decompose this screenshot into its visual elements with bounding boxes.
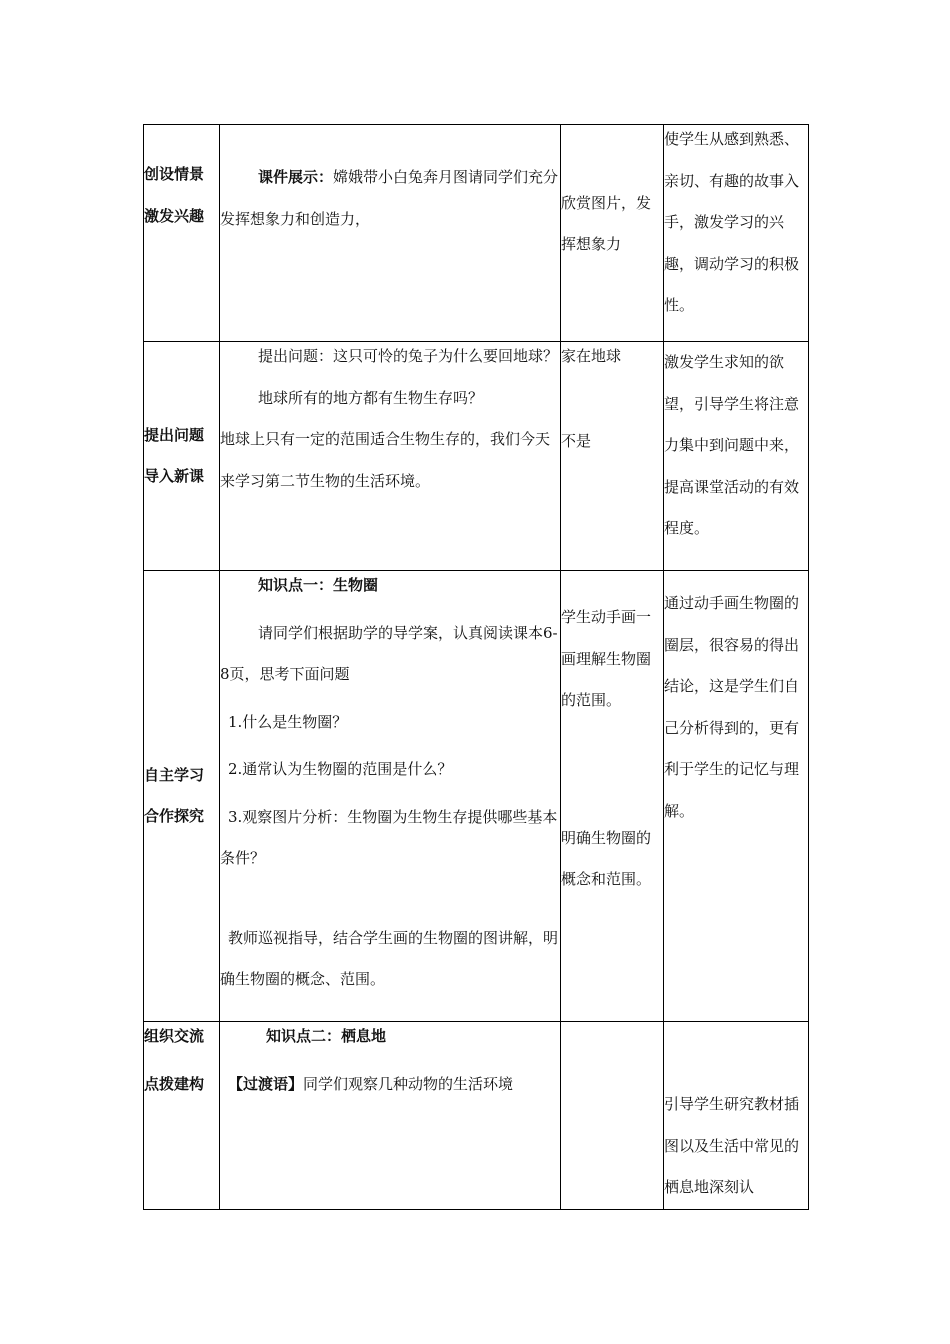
stage-cell <box>144 571 220 1022</box>
student-activity-cell <box>561 1022 664 1210</box>
stage-cell <box>144 1022 220 1210</box>
knowledge-point-heading: 知识点一：生物圈 <box>258 576 379 594</box>
table-row <box>144 571 809 1022</box>
student-text: 明确生物圈的概念和范围。 <box>561 828 652 888</box>
transition-label: 【过渡语】 <box>228 1074 304 1093</box>
design-intent-cell <box>664 342 809 571</box>
stage-line: 激发兴趣 <box>144 206 205 225</box>
stage-line: 点拨建构 <box>144 1074 205 1093</box>
student-text: 不是 <box>561 431 592 450</box>
intent-text: 引导学生研究教材插图以及生活中常见的栖息地深刻认 <box>664 1095 800 1196</box>
knowledge-point-heading: 知识点二：栖息地 <box>266 1027 387 1045</box>
transition-text: 同学们观察几种动物的生活环境 <box>303 1074 514 1093</box>
intent-text: 使学生从感到熟悉、亲切、有趣的故事入手，激发学习的兴趣，调动学习的积极性。 <box>664 130 800 314</box>
teacher-text: 嫦娥带小白兔奔月图请同学们充分发挥想象力和创造力， <box>220 168 559 228</box>
stage-line: 提出问题 <box>144 425 205 444</box>
lesson-plan-table <box>143 124 809 1210</box>
design-intent-cell <box>664 125 809 342</box>
stage-line: 合作探究 <box>144 807 205 825</box>
teacher-paragraph: 教师巡视指导，结合学生画的生物圈的图讲解，明确生物圈的概念、范围。 <box>220 928 559 988</box>
intent-text: 通过动手画生物圈的圈层，很容易的得出结论，这是学生们自己分析得到的，更有利于学生的记忆与理解。 <box>664 594 800 820</box>
question-item: 2.通常认为生物圈的范围是什么？ <box>228 760 453 778</box>
teacher-paragraph <box>220 157 560 240</box>
table-row <box>144 1022 809 1210</box>
student-activity-cell <box>561 571 664 1022</box>
student-activity-cell <box>561 342 664 571</box>
teacher-paragraph: 地球上只有一定的范围适合生物生存的，我们今天来学习第二节生物的生活环境。 <box>220 430 551 490</box>
student-activity-cell <box>561 125 664 342</box>
question-item: 3.观察图片分析：生物圈为生物生存提供哪些基本条件？ <box>220 807 558 867</box>
stage-line: 导入新课 <box>144 467 205 485</box>
design-intent-cell <box>664 571 809 1022</box>
student-text: 欣赏图片，发挥想象力 <box>561 193 652 253</box>
teacher-activity-cell <box>220 1022 561 1210</box>
stage-line: 创设情景 <box>144 165 205 183</box>
teacher-label: 课件展示： <box>258 168 334 186</box>
student-text: 家在地球 <box>561 347 622 365</box>
table-row <box>144 342 809 571</box>
intent-text: 激发学生求知的欲望，引导学生将注意力集中到问题中来，提高课堂活动的有效程度。 <box>664 353 800 537</box>
teacher-activity-cell <box>220 571 561 1022</box>
teacher-paragraph: 请同学们根据助学的导学案，认真阅读课本6-8页，思考下面问题 <box>220 623 558 683</box>
teacher-paragraph <box>220 1064 560 1106</box>
table-row <box>144 125 809 342</box>
teacher-activity-cell <box>220 125 561 342</box>
teacher-activity-cell <box>220 342 561 571</box>
stage-cell <box>144 125 220 342</box>
stage-line: 组织交流 <box>144 1027 205 1045</box>
question-item: 1.什么是生物圈？ <box>228 712 348 731</box>
teacher-paragraph: 提出问题：这只可怜的兔子为什么要回地球？ <box>258 347 559 365</box>
design-intent-cell <box>664 1022 809 1210</box>
stage-line: 自主学习 <box>144 765 205 784</box>
stage-cell <box>144 342 220 571</box>
student-text: 学生动手画一画理解生物圈的范围。 <box>561 608 652 709</box>
teacher-paragraph: 地球所有的地方都有生物生存吗？ <box>258 388 484 407</box>
